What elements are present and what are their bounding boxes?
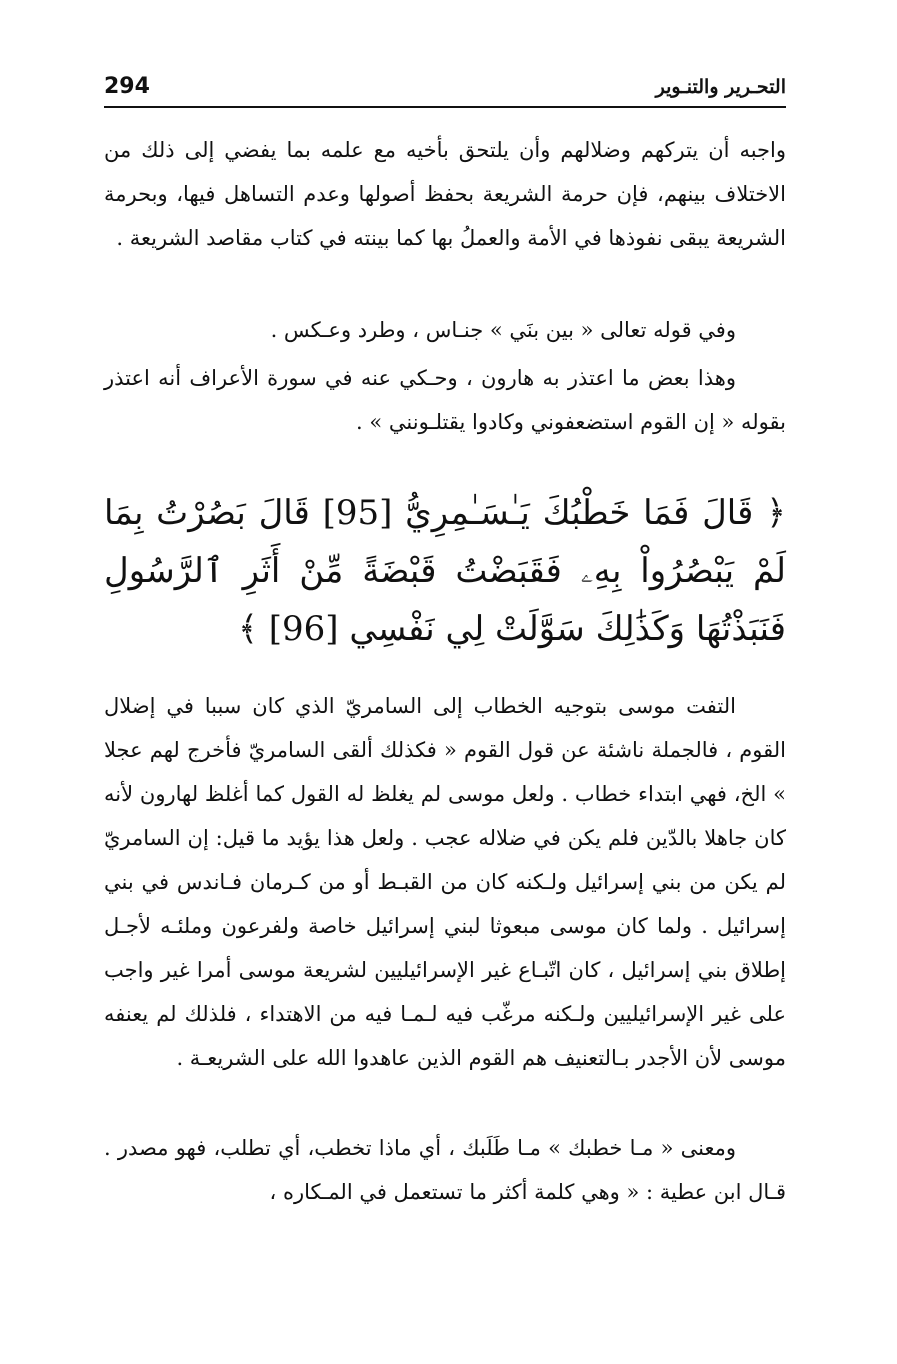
paragraph-3: وهذا بعض ما اعتذر به هارون ، وحـكي عنه في سورة الأعراف أنه اعتذر بقوله « إن القوم استضعفوني وكادوا يقتلـونني » . [104, 366, 786, 434]
paragraph-1: واجبه أن يتركهم وضلالهم وأن يلتحق بأخيه مع علمه بما يفضي إلى ذلك من الاختلاف بينهم، فإن حرمة الشريعة بحفظ أصولها وعدم التساهل فيها، وبحرمة الشريعة يبقى نفوذها في الأمة والعملُ بها كما بينته في كتاب مقاصد الشريعة . [104, 138, 786, 250]
paragraph-4: التفت موسى بتوجيه الخطاب إلى السامريّ الذي كان سببا في إضلال القوم ، فالجملة ناشئة عن قول القوم « فكذلك ألقى السامريّ فأخرج لهم عجلا » الخ، فهي ابتداء خطاب . ولعل موسى لم يغلظ له القول كما أغلظ لهارون لأنه كان جاهلا بالدّين فلم يكن في ضلاله عجب . ولعل هذا يؤيد ما قيل: إن السامريّ لم يكن من بني إسرائيل ولـكنه كان من القبـط أو من كـرمان فـاندس في بني إسرائيل . ولما كان موسى مبعوثا لبني إسرائيل خاصة ولفرعون وملئـه لأجـل إطلاق بني إسرائيل ، كان اتّبـاع غير الإسرائيليين لشريعة موسى أمرا غير واجب على غير الإسرائيليين ولـكنه مرغّب فيه لـمـا فيه من الاهتداء ، فلذلك لم يعنفه موسى لأن الأجدر بـالتعنيف هم القوم الذين عاهدوا الله على الشريعـة . [104, 694, 786, 1070]
paragraph-2: وفي قوله تعالى « بين بنَي » جنـاس ، وطرد وعـكس . [270, 318, 736, 342]
running-title: التحـرير والتنـوير [655, 76, 786, 98]
header-rule [104, 106, 786, 108]
page-header [104, 72, 786, 106]
page-number: 294 [104, 74, 150, 99]
quran-verse: ﴿ قَالَ فَمَا خَطْبُكَ يَـٰسَـٰمِرِيُّ [95] قَالَ بَصُرْتُ بِمَا لَمْ يَبْصُرُواْ بِهِۦ فَقَبَضْتُ قَبْضَةً مِّنْ أَثَرِ ٱلرَّسُولِ فَنَبَذْتُهَا وَكَذَٰلِكَ سَوَّلَتْ لِي نَفْسِي [96] ﴾ [104, 493, 787, 649]
paragraph-5: ومعنى « مـا خطبك » مـا طَلَبك ، أي ماذا تخطب، أي تطلب، فهو مصدر . قـال ابن عطية : « وهي كلمة أكثر ما تستعمل في المـكاره ، [104, 1136, 786, 1204]
